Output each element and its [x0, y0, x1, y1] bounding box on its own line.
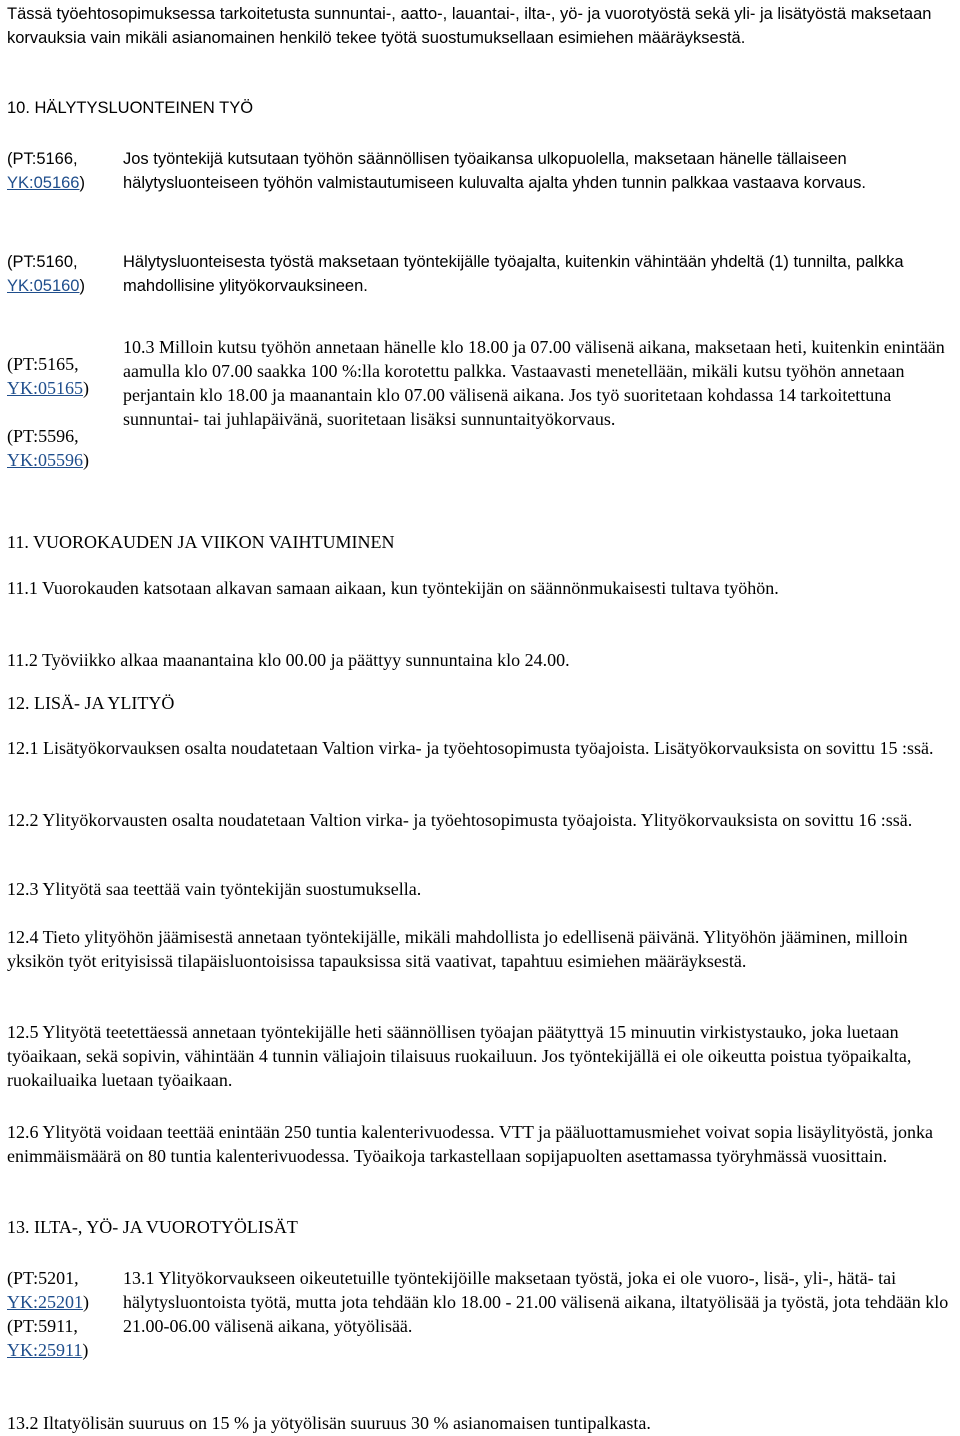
paragraph-11-1: 11.1 Vuorokauden katsotaan alkavan samaan aikaan, kun työntekijän on säännönmukaisesti tultava työhön.	[7, 578, 779, 598]
ref-pt: (PT:5596,	[7, 426, 79, 446]
item-text: Hälytysluonteisesta työstä maksetaan työntekijälle työajalta, kuitenkin vähintään yhdeltä (1) tunnilta, palkka mahdollisine ylityökorvauksineen.	[123, 253, 904, 295]
paragraph-12-2: 12.2 Ylityökorvausten osalta noudatetaan Valtion virka- ja työehtosopimusta työajoista. Ylityökorvauksista on sovittu 16 :ssä.	[7, 810, 913, 830]
section-10-heading: 10. HÄLYTYSLUONTEINEN TYÖ	[7, 99, 254, 117]
intro-paragraph: Tässä työehtosopimuksessa tarkoitetusta sunnuntai-, aatto-, lauantai-, ilta-, yö- ja vuorotyöstä sekä yli- ja lisätyöstä maksetaan korvauksia vain mikäli asianomainen henkilö tekee työtä suostumuksellaan esimiehen määräyksestä.	[7, 5, 932, 47]
ref-pt: (PT:5166,	[7, 150, 78, 168]
section-10-item-1	[7, 147, 954, 195]
ref-column: (PT:5201, YK:25201) (PT:5911, YK:25911)	[7, 1266, 123, 1362]
ref-pt: (PT:5165,	[7, 354, 79, 374]
ref-pt: (PT:5201,	[7, 1268, 79, 1288]
ref-yk-link[interactable]: YK:05160	[7, 277, 80, 295]
paragraph-11-2: 11.2 Työviikko alkaa maanantaina klo 00.00 ja päättyy sunnuntaina klo 24.00.	[7, 650, 570, 670]
ref-pt: (PT:5911,	[7, 1316, 78, 1336]
section-13-heading: 13. ILTA-, YÖ- JA VUOROTYÖLISÄT	[7, 1217, 298, 1237]
section-10-item-3-refs: (PT:5165, YK:05165) (PT:5596, YK:05596)	[7, 352, 123, 472]
section-10-item-2	[7, 250, 954, 298]
paragraph-12-1: 12.1 Lisätyökorvauksen osalta noudatetaan Valtion virka- ja työehtosopimusta työajoista. Lisätyökorvauksista on sovittu 15 :ssä.	[7, 738, 934, 758]
paragraph-12-4: 12.4 Tieto ylityöhön jäämisestä annetaan työntekijälle, mikäli mahdollista jo edellisenä päivänä. Ylityöhön jääminen, milloin yksikön työt erityisissä tilapäisluontoisissa tapauksissa sitä vaativat, tapahtuu esimiehen määräyksestä.	[7, 927, 908, 971]
paragraph-13-1: 13.1 Ylityökorvaukseen oikeutetuille työntekijöille maksetaan työstä, joka ei ole vuoro-, lisä-, yli-, hätä- tai hälytysluontoista työtä, mutta jota tehdään klo 18.00 - 21.00 välisenä aikana, iltatyölisää ja työstä, jota tehdään klo 21.00-06.00 välisenä aikana, yötyölisää.	[123, 1268, 949, 1336]
ref-yk-link[interactable]: YK:05596	[7, 450, 83, 470]
paragraph-12-5: 12.5 Ylityötä teetettäessä annetaan työntekijälle heti säännöllisen työajan päätyttyä 15 minuutin virkistystauko, joka luetaan työaikaan, sekä sopivin, vähintään 4 tunnin väliajoin tilaisuus ruokailuun. Jos työntekijällä ei ole oikeutta poistua työpaikalta, ruokailuaika luetaan työaikaan.	[7, 1022, 912, 1090]
item-text: Jos työntekijä kutsutaan työhön säännöllisen työaikansa ulkopuolella, maksetaan hänelle tällaiseen hälytysluonteiseen työhön valmistautumiseen kuluvalta ajalta yhden tunnin palkkaa vastaava korvaus.	[123, 150, 866, 192]
ref-yk-link[interactable]: YK:25201	[7, 1292, 83, 1312]
ref-yk-link[interactable]: YK:05166	[7, 174, 80, 192]
ref-column: (PT:5166, YK:05166)	[7, 147, 123, 195]
ref-yk-link[interactable]: YK:25911	[7, 1340, 83, 1360]
ref-yk-link[interactable]: YK:05165	[7, 378, 83, 398]
section-11-heading: 11. VUOROKAUDEN JA VIIKON VAIHTUMINEN	[7, 532, 395, 552]
paragraph-12-3: 12.3 Ylityötä saa teettää vain työntekijän suostumuksella.	[7, 879, 422, 899]
section-12-heading: 12. LISÄ- JA YLITYÖ	[7, 693, 175, 713]
ref-column: (PT:5160, YK:05160)	[7, 250, 123, 298]
section-10-item-3-text: 10.3 Milloin kutsu työhön annetaan hänelle klo 18.00 ja 07.00 välisenä aikana, maksetaan heti, kuitenkin enintään aamulla klo 07.00 saakka 100 %:lla korotettu palkka. Vastaavasti menetellään, mikäli kutsu työhön annetaan perjantain klo 18.00 ja maanantain klo 07.00 välisenä aikana. Jos työ suoritetaan kohdassa 14 tarkoitettuna sunnuntai- tai juhlapäivänä, suoritetaan lisäksi sunnuntaityökorvaus.	[123, 337, 945, 429]
ref-pt: (PT:5160,	[7, 253, 78, 271]
paragraph-12-6: 12.6 Ylityötä voidaan teettää enintään 250 tuntia kalenterivuodessa. VTT ja pääluottamusmiehet voivat sopia lisäylityöstä, jonka enimmäismäärä on 80 tuntia kalenterivuodessa. Työaikoja tarkastellaan sopijapuolten asettamassa työryhmässä vuosittain.	[7, 1122, 933, 1166]
paragraph-13-2: 13.2 Iltatyölisän suuruus on 15 % ja yötyölisän suuruus 30 % asianomaisen tuntipalkasta.	[7, 1413, 651, 1433]
section-13-item-1	[7, 1266, 954, 1362]
